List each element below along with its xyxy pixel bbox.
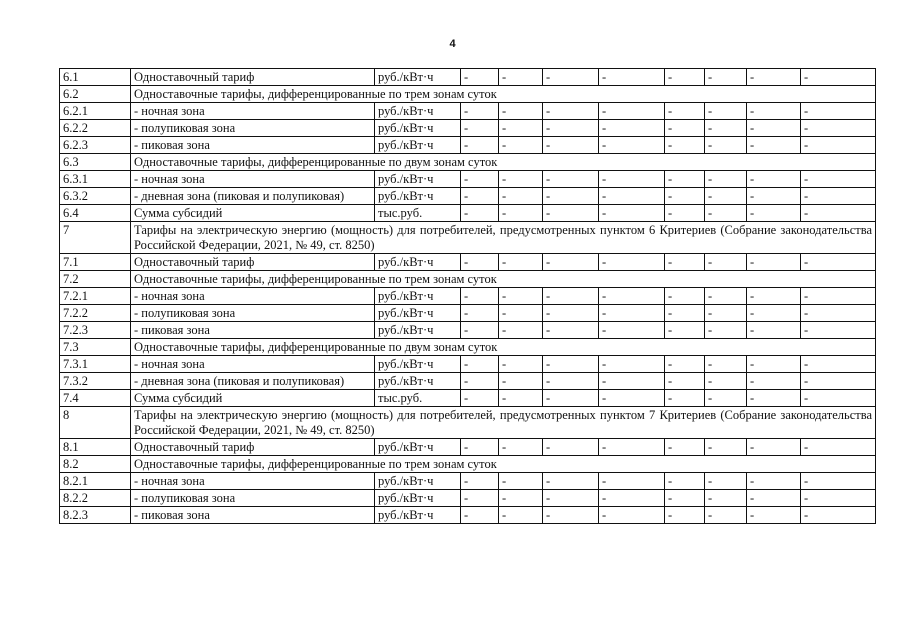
row-value: - xyxy=(499,390,543,407)
row-value: - xyxy=(747,188,801,205)
row-value: - xyxy=(543,356,599,373)
row-value: - xyxy=(543,254,599,271)
row-value: - xyxy=(747,356,801,373)
row-value: - xyxy=(499,120,543,137)
row-value: - xyxy=(499,439,543,456)
row-value: - xyxy=(705,322,747,339)
row-value: - xyxy=(705,69,747,86)
row-code: 6.2 xyxy=(60,86,131,103)
row-value: - xyxy=(599,188,665,205)
row-code: 6.3.1 xyxy=(60,171,131,188)
row-unit: руб./кВт·ч xyxy=(375,188,461,205)
row-name: Одноставочный тариф xyxy=(131,69,375,86)
page-number: 4 xyxy=(449,38,456,50)
row-value: - xyxy=(801,390,876,407)
row-code: 6.2.2 xyxy=(60,120,131,137)
table-row xyxy=(60,305,876,322)
row-value: - xyxy=(461,356,499,373)
row-unit: руб./кВт·ч xyxy=(375,439,461,456)
tariff-table xyxy=(59,68,876,524)
row-value: - xyxy=(599,69,665,86)
row-unit: руб./кВт·ч xyxy=(375,305,461,322)
row-value: - xyxy=(665,439,705,456)
row-value: - xyxy=(499,322,543,339)
row-name: Сумма субсидий xyxy=(131,205,375,222)
row-value: - xyxy=(665,490,705,507)
row-name: Тарифы на электрическую энергию (мощность) для потребителей, предусмотренных пунктом 6 Критериев (Собрание законодательства Российской Федерации, 2021, № 49, ст. 8250) xyxy=(131,222,876,254)
table-row xyxy=(60,356,876,373)
row-value: - xyxy=(705,120,747,137)
row-value: - xyxy=(543,188,599,205)
row-value: - xyxy=(499,288,543,305)
row-value: - xyxy=(705,188,747,205)
row-value: - xyxy=(599,373,665,390)
row-unit: руб./кВт·ч xyxy=(375,120,461,137)
row-value: - xyxy=(599,103,665,120)
row-code: 8.2.1 xyxy=(60,473,131,490)
row-value: - xyxy=(705,373,747,390)
row-value: - xyxy=(461,490,499,507)
row-code: 7.2.3 xyxy=(60,322,131,339)
table-row xyxy=(60,222,876,254)
row-value: - xyxy=(543,171,599,188)
row-value: - xyxy=(705,473,747,490)
row-name: Одноставочные тарифы, дифференцированные по двум зонам суток xyxy=(131,339,876,356)
row-value: - xyxy=(543,439,599,456)
row-value: - xyxy=(801,120,876,137)
table-row xyxy=(60,69,876,86)
row-value: - xyxy=(747,373,801,390)
row-code: 8.2.3 xyxy=(60,507,131,524)
row-value: - xyxy=(747,137,801,154)
row-value: - xyxy=(499,137,543,154)
table-row xyxy=(60,120,876,137)
row-value: - xyxy=(801,439,876,456)
table-row xyxy=(60,86,876,103)
row-value: - xyxy=(543,137,599,154)
row-name: - ночная зона xyxy=(131,103,375,120)
table-row xyxy=(60,205,876,222)
row-value: - xyxy=(747,69,801,86)
row-name: Одноставочные тарифы, дифференцированные по трем зонам суток xyxy=(131,271,876,288)
row-name: Одноставочные тарифы, дифференцированные по двум зонам суток xyxy=(131,154,876,171)
row-value: - xyxy=(705,439,747,456)
row-value: - xyxy=(705,288,747,305)
row-name: Одноставочный тариф xyxy=(131,439,375,456)
row-name: - ночная зона xyxy=(131,171,375,188)
row-value: - xyxy=(801,490,876,507)
row-value: - xyxy=(705,137,747,154)
table-row xyxy=(60,390,876,407)
row-value: - xyxy=(599,120,665,137)
row-name: - пиковая зона xyxy=(131,322,375,339)
row-unit: руб./кВт·ч xyxy=(375,356,461,373)
row-value: - xyxy=(499,490,543,507)
row-value: - xyxy=(801,137,876,154)
row-value: - xyxy=(665,69,705,86)
row-unit: руб./кВт·ч xyxy=(375,490,461,507)
row-code: 7.3.1 xyxy=(60,356,131,373)
row-code: 7 xyxy=(60,222,131,254)
row-value: - xyxy=(543,322,599,339)
row-name: Сумма субсидий xyxy=(131,390,375,407)
row-code: 8.1 xyxy=(60,439,131,456)
row-value: - xyxy=(499,188,543,205)
row-code: 7.2.1 xyxy=(60,288,131,305)
row-value: - xyxy=(801,288,876,305)
row-value: - xyxy=(801,188,876,205)
row-name: - полупиковая зона xyxy=(131,120,375,137)
row-name: - ночная зона xyxy=(131,288,375,305)
row-value: - xyxy=(499,473,543,490)
row-value: - xyxy=(599,390,665,407)
row-value: - xyxy=(747,439,801,456)
row-value: - xyxy=(599,322,665,339)
row-value: - xyxy=(747,490,801,507)
row-value: - xyxy=(461,137,499,154)
row-value: - xyxy=(543,103,599,120)
row-name: - пиковая зона xyxy=(131,507,375,524)
row-value: - xyxy=(705,490,747,507)
row-name: - полупиковая зона xyxy=(131,490,375,507)
table-row xyxy=(60,288,876,305)
row-value: - xyxy=(461,69,499,86)
row-value: - xyxy=(461,205,499,222)
row-name: - ночная зона xyxy=(131,473,375,490)
row-value: - xyxy=(499,69,543,86)
row-code: 7.4 xyxy=(60,390,131,407)
row-value: - xyxy=(705,205,747,222)
row-value: - xyxy=(747,120,801,137)
row-name: - ночная зона xyxy=(131,356,375,373)
row-unit: руб./кВт·ч xyxy=(375,322,461,339)
row-code: 6.3.2 xyxy=(60,188,131,205)
row-value: - xyxy=(747,507,801,524)
row-value: - xyxy=(665,188,705,205)
row-value: - xyxy=(461,254,499,271)
tariff-table-body xyxy=(60,69,876,524)
row-value: - xyxy=(599,254,665,271)
row-value: - xyxy=(747,390,801,407)
row-value: - xyxy=(499,507,543,524)
table-row xyxy=(60,154,876,171)
table-row xyxy=(60,339,876,356)
row-name: Одноставочные тарифы, дифференцированные по трем зонам суток xyxy=(131,86,876,103)
row-value: - xyxy=(801,507,876,524)
row-code: 8 xyxy=(60,407,131,439)
row-value: - xyxy=(543,69,599,86)
row-value: - xyxy=(543,490,599,507)
row-unit: руб./кВт·ч xyxy=(375,137,461,154)
row-value: - xyxy=(665,120,705,137)
row-value: - xyxy=(499,254,543,271)
row-value: - xyxy=(599,507,665,524)
row-code: 7.1 xyxy=(60,254,131,271)
row-value: - xyxy=(705,103,747,120)
row-unit: тыс.руб. xyxy=(375,390,461,407)
row-value: - xyxy=(747,473,801,490)
row-value: - xyxy=(747,322,801,339)
row-unit: руб./кВт·ч xyxy=(375,288,461,305)
row-value: - xyxy=(499,373,543,390)
row-value: - xyxy=(499,305,543,322)
row-value: - xyxy=(499,205,543,222)
row-value: - xyxy=(705,390,747,407)
row-unit: руб./кВт·ч xyxy=(375,473,461,490)
row-value: - xyxy=(665,305,705,322)
row-value: - xyxy=(665,507,705,524)
row-value: - xyxy=(705,356,747,373)
row-value: - xyxy=(665,322,705,339)
table-row xyxy=(60,254,876,271)
table-row xyxy=(60,439,876,456)
row-value: - xyxy=(461,305,499,322)
row-value: - xyxy=(461,373,499,390)
row-value: - xyxy=(461,322,499,339)
row-code: 7.2.2 xyxy=(60,305,131,322)
table-row xyxy=(60,188,876,205)
row-value: - xyxy=(543,305,599,322)
row-name: Тарифы на электрическую энергию (мощность) для потребителей, предусмотренных пунктом 7 Критериев (Собрание законодательства Российской Федерации, 2021, № 49, ст. 8250) xyxy=(131,407,876,439)
row-code: 7.2 xyxy=(60,271,131,288)
row-value: - xyxy=(747,288,801,305)
row-value: - xyxy=(665,103,705,120)
row-value: - xyxy=(665,373,705,390)
table-row xyxy=(60,407,876,439)
row-name: Одноставочный тариф xyxy=(131,254,375,271)
row-code: 6.3 xyxy=(60,154,131,171)
row-value: - xyxy=(543,120,599,137)
table-row xyxy=(60,473,876,490)
row-value: - xyxy=(801,373,876,390)
row-value: - xyxy=(801,103,876,120)
table-row xyxy=(60,103,876,120)
row-name: - дневная зона (пиковая и полупиковая) xyxy=(131,188,375,205)
row-code: 8.2.2 xyxy=(60,490,131,507)
row-value: - xyxy=(747,205,801,222)
row-value: - xyxy=(599,205,665,222)
row-value: - xyxy=(801,322,876,339)
row-value: - xyxy=(499,171,543,188)
row-name: - дневная зона (пиковая и полупиковая) xyxy=(131,373,375,390)
row-value: - xyxy=(461,103,499,120)
row-name: Одноставочные тарифы, дифференцированные по трем зонам суток xyxy=(131,456,876,473)
row-value: - xyxy=(599,288,665,305)
table-row xyxy=(60,456,876,473)
table-row xyxy=(60,271,876,288)
row-value: - xyxy=(461,188,499,205)
row-value: - xyxy=(599,137,665,154)
row-name: - полупиковая зона xyxy=(131,305,375,322)
row-unit: руб./кВт·ч xyxy=(375,171,461,188)
row-value: - xyxy=(461,171,499,188)
row-value: - xyxy=(461,288,499,305)
row-unit: руб./кВт·ч xyxy=(375,254,461,271)
row-value: - xyxy=(801,254,876,271)
row-unit: руб./кВт·ч xyxy=(375,507,461,524)
table-row xyxy=(60,490,876,507)
table-row xyxy=(60,507,876,524)
row-value: - xyxy=(599,356,665,373)
row-value: - xyxy=(801,473,876,490)
row-value: - xyxy=(747,103,801,120)
row-code: 6.2.1 xyxy=(60,103,131,120)
row-value: - xyxy=(543,205,599,222)
row-code: 6.4 xyxy=(60,205,131,222)
row-value: - xyxy=(665,171,705,188)
row-value: - xyxy=(801,171,876,188)
row-value: - xyxy=(461,473,499,490)
row-value: - xyxy=(599,439,665,456)
row-unit: руб./кВт·ч xyxy=(375,373,461,390)
row-value: - xyxy=(665,390,705,407)
row-value: - xyxy=(599,305,665,322)
row-value: - xyxy=(665,473,705,490)
row-value: - xyxy=(499,356,543,373)
row-code: 6.2.3 xyxy=(60,137,131,154)
row-code: 6.1 xyxy=(60,69,131,86)
row-value: - xyxy=(705,305,747,322)
row-value: - xyxy=(461,507,499,524)
row-value: - xyxy=(461,390,499,407)
row-value: - xyxy=(801,69,876,86)
row-code: 7.3.2 xyxy=(60,373,131,390)
row-value: - xyxy=(599,490,665,507)
row-value: - xyxy=(705,171,747,188)
row-code: 7.3 xyxy=(60,339,131,356)
row-unit: руб./кВт·ч xyxy=(375,69,461,86)
row-value: - xyxy=(665,205,705,222)
table-row xyxy=(60,137,876,154)
row-value: - xyxy=(499,103,543,120)
row-value: - xyxy=(543,507,599,524)
row-name: - пиковая зона xyxy=(131,137,375,154)
table-row xyxy=(60,373,876,390)
row-value: - xyxy=(747,171,801,188)
row-value: - xyxy=(543,288,599,305)
row-value: - xyxy=(599,171,665,188)
row-value: - xyxy=(665,254,705,271)
row-value: - xyxy=(665,356,705,373)
row-unit: тыс.руб. xyxy=(375,205,461,222)
row-value: - xyxy=(461,120,499,137)
row-value: - xyxy=(705,507,747,524)
row-value: - xyxy=(801,305,876,322)
row-value: - xyxy=(665,137,705,154)
table-row xyxy=(60,171,876,188)
row-value: - xyxy=(543,473,599,490)
row-value: - xyxy=(461,439,499,456)
row-value: - xyxy=(543,373,599,390)
row-unit: руб./кВт·ч xyxy=(375,103,461,120)
row-code: 8.2 xyxy=(60,456,131,473)
table-row xyxy=(60,322,876,339)
row-value: - xyxy=(705,254,747,271)
row-value: - xyxy=(599,473,665,490)
row-value: - xyxy=(747,254,801,271)
row-value: - xyxy=(801,356,876,373)
row-value: - xyxy=(801,205,876,222)
row-value: - xyxy=(543,390,599,407)
row-value: - xyxy=(747,305,801,322)
row-value: - xyxy=(665,288,705,305)
